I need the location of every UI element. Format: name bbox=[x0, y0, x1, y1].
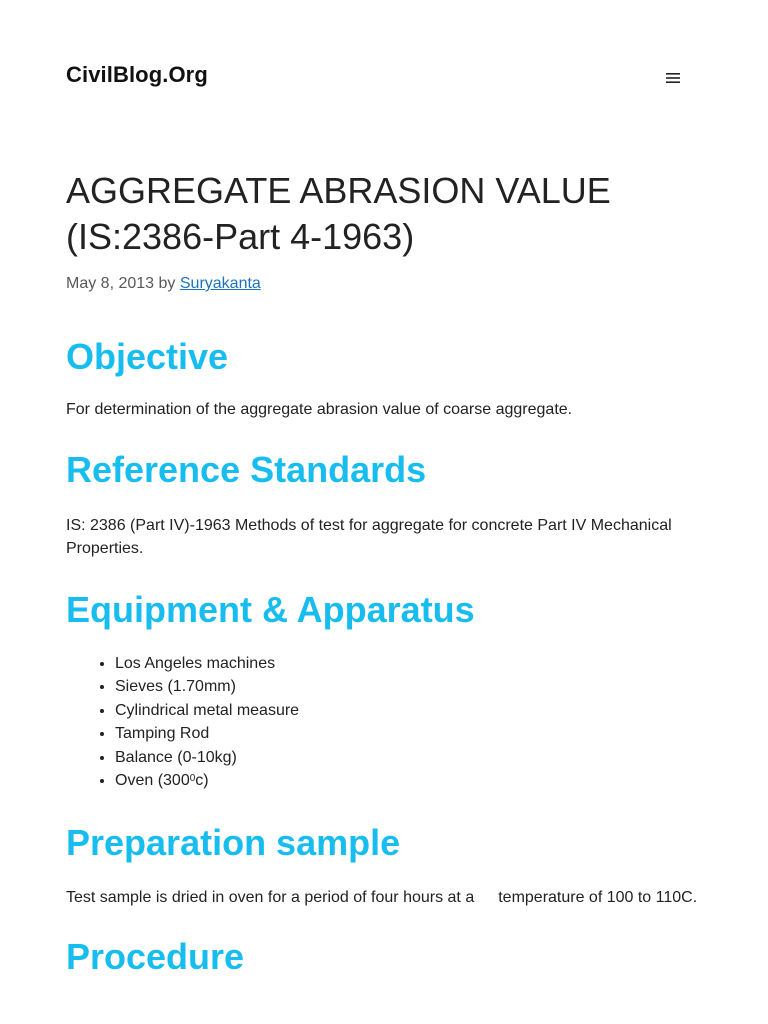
list-item: • Tamping Rod bbox=[115, 722, 698, 745]
heading-objective: Objective bbox=[66, 336, 229, 377]
reference-text: IS: 2386 (Part IV)-1963 Methods of test for aggregate for concrete Part IV Mechanical Properties. bbox=[66, 517, 672, 557]
list-item: • Balance (0-10kg) bbox=[115, 746, 698, 769]
list-item: • Los Angeles machines bbox=[115, 652, 698, 675]
post-date: May 8, 2013 bbox=[66, 275, 155, 292]
preparation-text bbox=[66, 886, 698, 909]
article-content bbox=[66, 168, 698, 979]
preparation-text-part1: Test sample is dried in oven for a period of four hours at a bbox=[66, 889, 475, 907]
oven-suffix: c) bbox=[195, 772, 209, 790]
heading-procedure: Procedure bbox=[66, 936, 245, 978]
list-item: • Sieves (1.70mm) bbox=[115, 675, 698, 698]
byline-by: by bbox=[158, 275, 176, 292]
heading-preparation-sample: Preparation sample bbox=[66, 822, 401, 864]
objective-text: For determination of the aggregate abrasion value of coarse aggregate. bbox=[66, 401, 573, 418]
menu-toggle-button[interactable] bbox=[665, 68, 685, 88]
entry-meta bbox=[66, 272, 698, 296]
site-title-link[interactable]: CivilBlog.Org bbox=[66, 62, 208, 87]
page-title: AGGREGATE ABRASION VALUE (IS:2386-Part 4-1963) bbox=[66, 170, 611, 257]
heading-equipment: Equipment & Apparatus bbox=[66, 589, 475, 630]
author-link[interactable]: Suryakanta bbox=[179, 275, 261, 292]
heading-reference-standards: Reference Standards bbox=[66, 449, 427, 490]
list-item-oven bbox=[115, 769, 698, 792]
preparation-text-part2: temperature of 100 to 110C. bbox=[498, 889, 698, 907]
hamburger-menu-icon bbox=[665, 70, 681, 86]
site-header bbox=[66, 60, 688, 96]
oven-prefix: Oven (300 bbox=[115, 772, 190, 790]
oven-superscript: 0 bbox=[189, 773, 196, 785]
list-item: • Cylindrical metal measure bbox=[115, 699, 698, 722]
equipment-list bbox=[66, 652, 698, 792]
